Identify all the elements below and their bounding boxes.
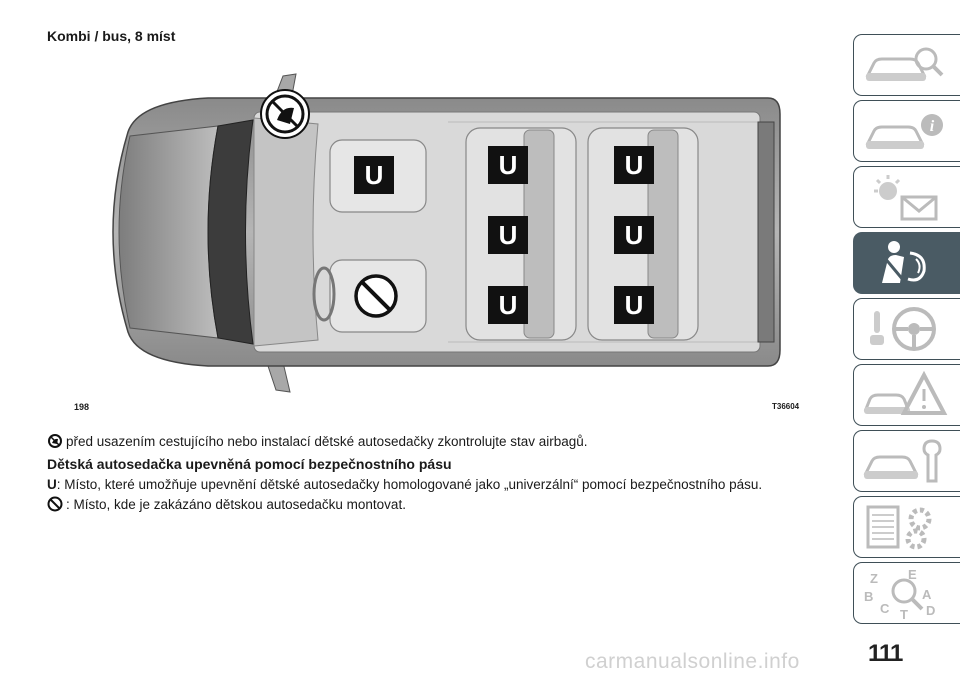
car-wrench-icon	[860, 435, 950, 487]
figure-number: 198	[74, 402, 90, 412]
tab-car-info[interactable]	[853, 100, 960, 162]
seat-u-row2-middle	[488, 216, 528, 254]
svg-text:T: T	[900, 607, 908, 619]
tab-car-search[interactable]	[853, 34, 960, 96]
svg-text:A: A	[922, 587, 932, 602]
airbag-child-seat-forbidden-icon	[261, 90, 309, 138]
alphabet-index-icon	[860, 567, 950, 619]
svg-text:E: E	[908, 567, 917, 582]
airbag-note: před usazením cestujícího nebo instalací dětské autosedačky zkontrolujte stav airbagů.	[47, 432, 822, 454]
svg-text:U: U	[498, 150, 518, 180]
svg-text:B: B	[864, 589, 874, 604]
tab-index[interactable]	[853, 562, 960, 624]
forbidden-seat-icon	[356, 276, 396, 316]
forbidden-legend: : Místo, kde je zakázáno dětskou autosedačku montovat.	[47, 495, 822, 517]
warning-lights-message-icon	[860, 171, 950, 223]
svg-text:U: U	[498, 290, 518, 320]
seat-u-front-passenger	[354, 156, 394, 194]
page-heading: Kombi / bus, 8 míst	[47, 28, 176, 44]
svg-text:U: U	[624, 150, 644, 180]
watermark: carmanualsonline.info	[585, 650, 800, 673]
tab-technical-data[interactable]	[853, 496, 960, 558]
svg-text:U: U	[498, 220, 518, 250]
steering-wheel-icon	[860, 303, 950, 355]
figure-code: T36604	[772, 402, 800, 411]
seat-u-row3-left	[614, 146, 654, 184]
svg-text:U: U	[624, 290, 644, 320]
car-warning-triangle-icon	[860, 369, 950, 421]
page-number: 111	[868, 640, 903, 667]
svg-text:C: C	[880, 601, 890, 616]
svg-text:D: D	[926, 603, 936, 618]
u-legend: U: Místo, které umožňuje upevnění dětské autosedačky homologované jako „univerzální“ pomocí bezpečnostního pásu.	[47, 477, 763, 492]
seat-u-row3-right	[614, 286, 654, 324]
svg-text:U: U	[624, 220, 644, 250]
seat-u-row2-left	[488, 146, 528, 184]
seat-u-row3-middle	[614, 216, 654, 254]
car-search-icon	[860, 39, 950, 91]
van-seat-diagram	[68, 62, 816, 422]
tab-maintenance[interactable]	[853, 430, 960, 492]
car-info-icon	[860, 105, 950, 157]
seat-u-row2-right	[488, 286, 528, 324]
seatbelt-airbag-icon	[860, 237, 950, 289]
chapter-tabs	[853, 34, 960, 628]
tab-driving[interactable]	[853, 298, 960, 360]
svg-text:Z: Z	[870, 571, 878, 586]
tab-safety[interactable]	[853, 232, 960, 294]
section-title: Dětská autosedačka upevněná pomocí bezpečnostního pásu	[47, 456, 452, 472]
tab-warning-lights[interactable]	[853, 166, 960, 228]
svg-text:i: i	[929, 118, 935, 135]
forbidden-icon	[47, 496, 63, 517]
notes	[47, 432, 822, 518]
specs-gears-icon	[860, 501, 950, 553]
svg-text:U: U	[364, 160, 384, 190]
tab-emergency[interactable]	[853, 364, 960, 426]
airbag-warning-icon	[47, 433, 63, 454]
